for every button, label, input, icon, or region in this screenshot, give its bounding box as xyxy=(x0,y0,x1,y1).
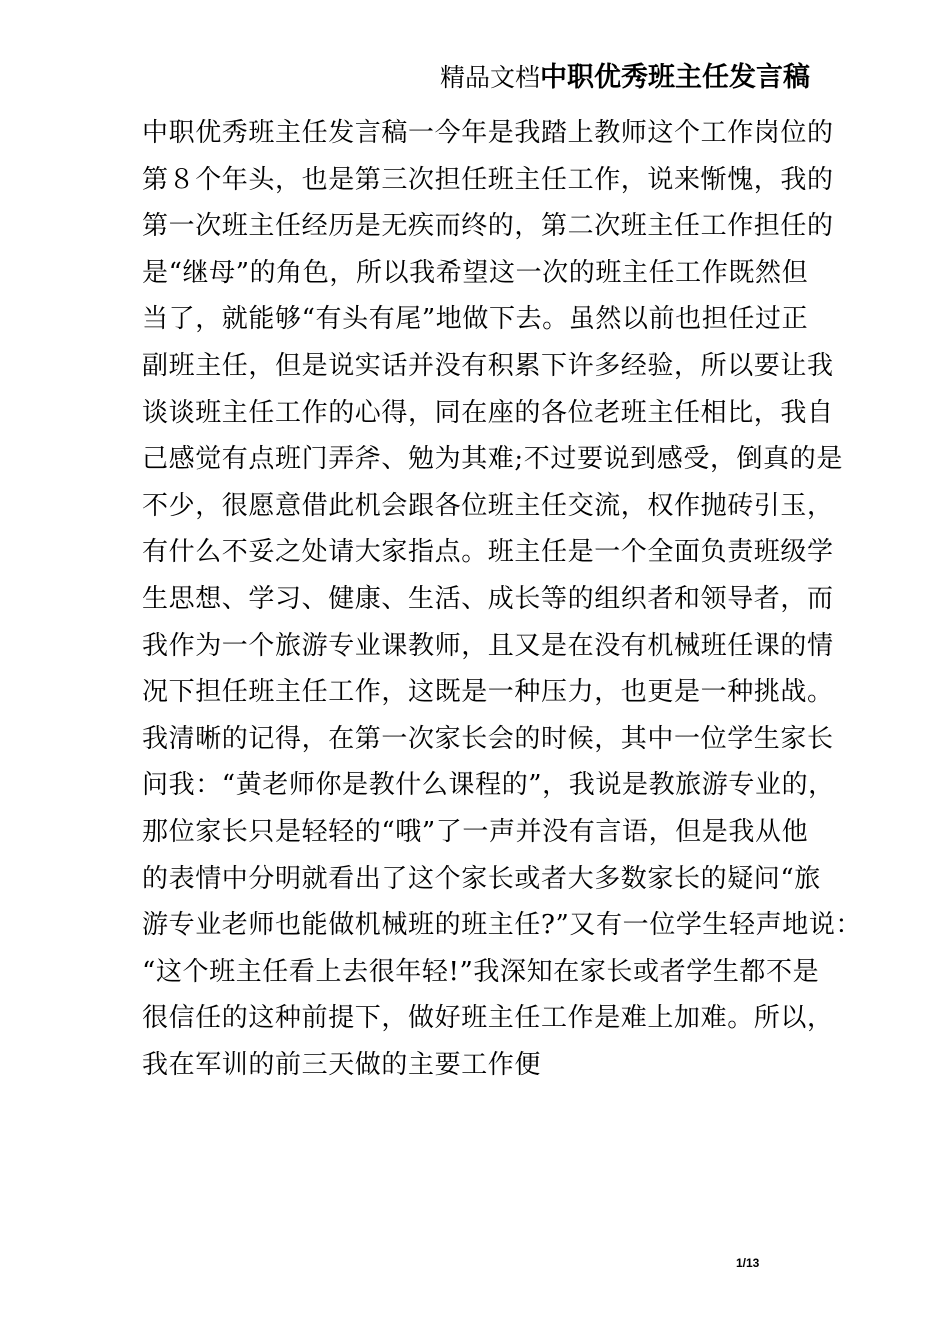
text-line: 中职优秀班主任发言稿一今年是我踏上教师这个工作岗位的 xyxy=(142,118,834,148)
text-line: 况下担任班主任工作，这既是一种压力，也更是一种挑战。 xyxy=(142,677,834,708)
text-line: 我作为一个旅游专业课教师，且又是在没有机械班任课的情 xyxy=(142,630,834,661)
text-line: 副班主任，但是说实话并没有积累下许多经验，所以要让我 xyxy=(142,350,834,381)
document-header xyxy=(440,60,810,100)
text-line: 我在军训的前三天做的主要工作便 xyxy=(142,1049,542,1080)
body-text xyxy=(142,110,863,1088)
text-line: 我清晰的记得，在第一次家长会的时候，其中一位学生家长 xyxy=(142,723,834,754)
text-line: 生思想、学习、健康、生活、成长等的组织者和领导者，而 xyxy=(142,583,834,614)
text-line: 己感觉有点班门弄斧、勉为其难;不过要说到感受，倒真的是 xyxy=(142,444,843,475)
text-line: “这个班主任看上去很年轻!”我深知在家长或者学生都不是 xyxy=(142,956,820,987)
header-label: 精品文档 xyxy=(439,63,540,92)
text-line: 第一次班主任经历是无疾而终的，第二次班主任工作担任的 xyxy=(142,211,834,242)
text-line: 不少，很愿意借此机会跟各位班主任交流，权作抛砖引玉， xyxy=(142,490,834,521)
text-line: 当了，就能够“有头有尾”地做下去。虽然以前也担任过正 xyxy=(142,304,809,335)
text-line: 有什么不妥之处请大家指点。班主任是一个全面负责班级学 xyxy=(142,537,834,568)
text-line: 谈谈班主任工作的心得，同在座的各位老班主任相比，我自 xyxy=(142,397,834,428)
text-line: 问我：“黄老师你是教什么课程的”，我说是教旅游专业的， xyxy=(142,770,835,801)
page-number: 1/13 xyxy=(736,1256,760,1270)
text-line: 那位家长只是轻轻的“哦”了一声并没有言语，但是我从他 xyxy=(142,816,809,847)
text-line: 是“继母”的角色，所以我希望这一次的班主任工作既然但 xyxy=(142,257,809,288)
text-line: 游专业老师也能做机械班的班主任?”又有一位学生轻声地说： xyxy=(142,910,863,941)
text-line: 很信任的这种前提下，做好班主任工作是难上加难。所以， xyxy=(142,1003,834,1034)
document-title: 中职优秀班主任发言稿 xyxy=(540,62,810,93)
text-line: 的表情中分明就看出了这个家长或者大多数家长的疑问“旅 xyxy=(142,863,821,894)
text-line: 第８个年头，也是第三次担任班主任工作，说来惭愧，我的 xyxy=(142,164,834,195)
